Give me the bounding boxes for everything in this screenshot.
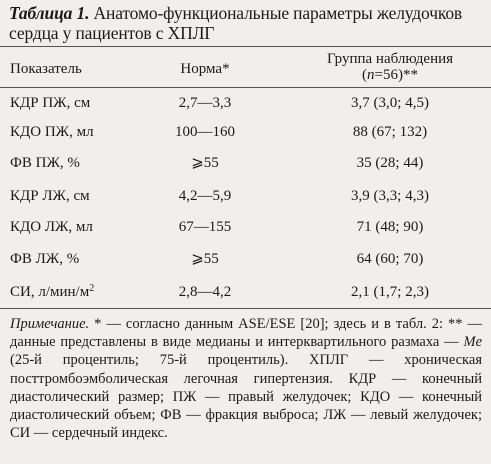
row-7-parameter-sup: 2: [89, 283, 95, 294]
footnote-text-2: (25-й процентиль; 75-й процентиль). ХПЛГ — хроническая посттромбоэмболическая легочная гипертензия. КДР — конечный диастолический размер; ПЖ — правый желудочек; КДО — конечный диастолический объем; ФВ — фракция выброса; ЛЖ — левый желудочек; СИ — сердечный индекс.: [10, 352, 482, 442]
row-4-parameter: КДР ЛЖ, см: [10, 188, 90, 204]
row-4-group: 3,9 (3,3; 4,3): [351, 188, 429, 204]
row-1-parameter: КДР ПЖ, см: [10, 95, 91, 111]
footnote-text-1: * — согласно данным ASE/ESE [20]; здесь и в табл. 2: ** — данные представлены в виде медианы и интерквартильного размаха —: [10, 316, 482, 351]
row-5-group: 71 (48; 90): [356, 219, 424, 235]
row-6-group: 64 (60; 70): [356, 251, 424, 267]
footnote-me: Me: [463, 334, 482, 351]
row-4-norm: 4,2—5,9: [178, 188, 232, 204]
row-1-group: 3,7 (3,0; 4,5): [351, 95, 429, 111]
table-footnote: [10, 315, 482, 442]
row-3-group: 35 (28; 44): [356, 155, 424, 171]
table-caption-label: Таблица 1.: [9, 3, 90, 23]
row-3-parameter: ФВ ПЖ, %: [10, 155, 80, 171]
row-5-norm: 67—155: [178, 219, 232, 235]
header-group-line1: Группа наблюдения: [326, 51, 454, 67]
header-parameter: Показатель: [10, 61, 82, 77]
row-2-parameter: КДО ПЖ, мл: [10, 124, 94, 140]
row-6-parameter: ФВ ЛЖ, %: [10, 251, 80, 267]
footnote-label: Примечание.: [10, 316, 90, 332]
row-1-norm: 2,7—3,3: [178, 95, 232, 111]
table-bottom-rule: [0, 308, 491, 309]
table-caption-text: Анатомо-функциональные параметры желудочков сердца у пациентов с ХПЛГ: [9, 3, 463, 43]
row-3-norm: ⩾55: [191, 155, 219, 171]
row-7-norm: 2,8—4,2: [178, 284, 232, 300]
header-group-line2: (n=56)**: [362, 67, 418, 83]
row-2-group: 88 (67; 132): [352, 124, 428, 140]
table-header-rule: [0, 87, 491, 88]
row-2-norm: 100—160: [175, 124, 235, 140]
table-top-rule: [0, 46, 491, 47]
table-caption: [9, 3, 485, 43]
row-7-group: 2,1 (1,7; 2,3): [351, 284, 429, 300]
header-group: [300, 51, 480, 83]
row-6-norm: ⩾55: [191, 251, 219, 267]
row-5-parameter: КДО ЛЖ, мл: [10, 219, 93, 235]
row-7-parameter: СИ, $л/мин/м^2$: [10, 283, 95, 300]
header-group-n: n: [367, 67, 375, 83]
header-norm: Норма*: [180, 61, 230, 77]
